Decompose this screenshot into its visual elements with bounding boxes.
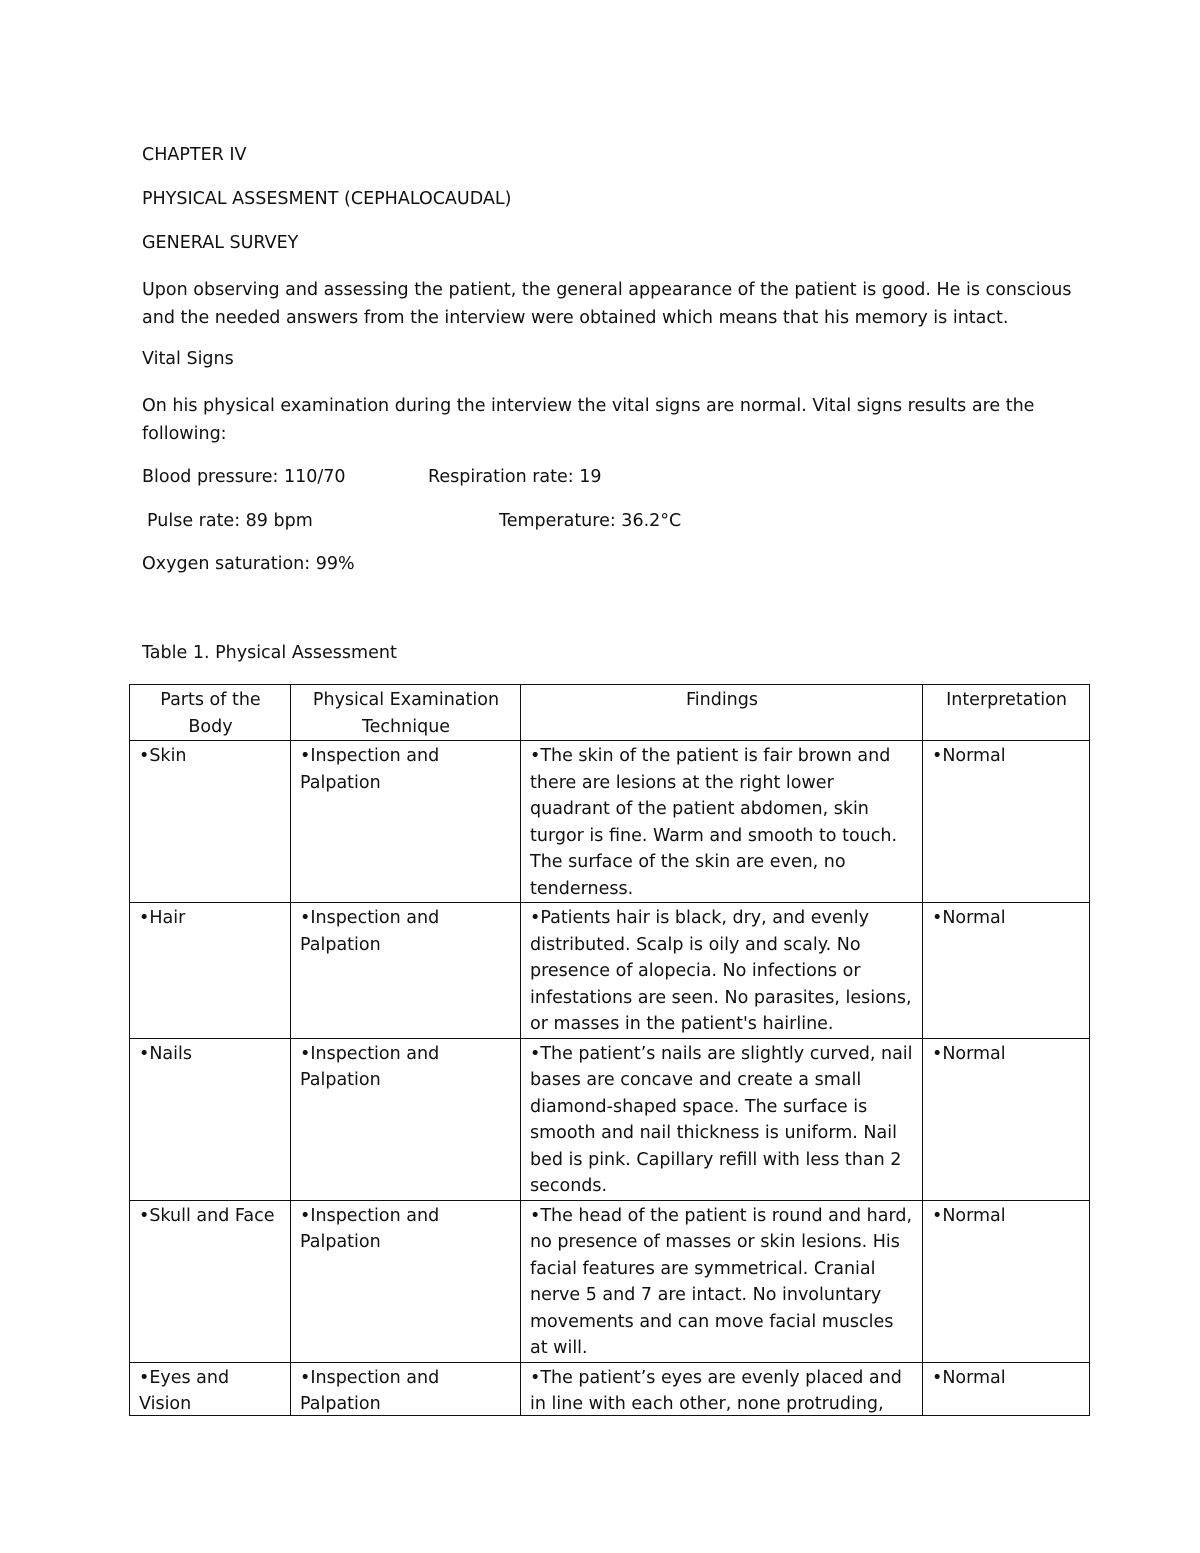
table-row xyxy=(130,1200,1090,1362)
physical-assessment-table xyxy=(129,684,1090,1416)
table-row xyxy=(130,1038,1090,1200)
document-title: PHYSICAL ASSESMENT (CEPHALOCAUDAL) xyxy=(142,189,512,209)
respiration-rate: Respiration rate: 19 xyxy=(428,467,602,487)
table-row xyxy=(130,741,1090,903)
row-technique: •Inspection and Palpation xyxy=(291,903,521,1039)
row-findings: •Patients hair is black, dry, and evenly distributed. Scalp is oily and scaly. No presence of alopecia. No infections or infestations are seen. No parasites, lesions, or masses in the patient's hairline. xyxy=(521,903,923,1039)
row-part: •Skin xyxy=(130,741,291,903)
oxygen-saturation: Oxygen saturation: 99% xyxy=(142,554,355,574)
header-findings: Findings xyxy=(521,685,923,741)
row-interpretation xyxy=(923,1362,1090,1415)
row-technique-text: •Inspection and Palpation xyxy=(300,1367,440,1414)
row-technique: •Inspection and Palpation xyxy=(291,1200,521,1362)
row-findings: •The skin of the patient is fair brown and there are lesions at the right lower quadrant of the patient abdomen, skin turgor is fine. Warm and smooth to touch. The surface of the skin are even, no tenderness. xyxy=(521,741,923,903)
header-interpretation: Interpretation xyxy=(923,685,1090,741)
row-part xyxy=(130,1362,291,1415)
temperature: Temperature: 36.2°C xyxy=(499,511,682,531)
row-interpretation: •Normal xyxy=(923,741,1090,903)
table-row xyxy=(130,903,1090,1039)
row-technique: •Inspection and Palpation xyxy=(291,1038,521,1200)
row-interpretation-text: •Normal xyxy=(932,1367,1006,1388)
pulse-rate: Pulse rate: 89 bpm xyxy=(147,511,313,531)
row-findings: •The head of the patient is round and hard, no presence of masses or skin lesions. His facial features are symmetrical. Cranial nerve 5 and 7 are intact. No involuntary movements and can move facial muscles at will. xyxy=(521,1200,923,1362)
row-part-text: •Eyes and Vision xyxy=(139,1367,230,1414)
row-findings-text: •The patient’s eyes are evenly placed and in line with each other, none protruding, xyxy=(530,1367,902,1414)
row-part: •Nails xyxy=(130,1038,291,1200)
blood-pressure: Blood pressure: 110/70 xyxy=(142,467,346,487)
vital-signs-heading: Vital Signs xyxy=(142,349,234,369)
vital-signs-intro: On his physical examination during the interview the vital signs are normal. Vital signs results are the following: xyxy=(142,396,1035,444)
table-caption: Table 1. Physical Assessment xyxy=(142,643,397,663)
chapter-heading: CHAPTER IV xyxy=(142,145,247,165)
row-part: •Skull and Face xyxy=(130,1200,291,1362)
row-part: •Hair xyxy=(130,903,291,1039)
row-interpretation: •Normal xyxy=(923,1038,1090,1200)
table-row xyxy=(130,1362,1090,1415)
table-header-row xyxy=(130,685,1090,741)
general-survey-paragraph: Upon observing and assessing the patient, the general appearance of the patient is good. He is conscious and the needed answers from the interview were obtained which means that his memory is intact. xyxy=(142,280,1072,328)
header-parts: Parts of the Body xyxy=(130,685,291,741)
row-findings xyxy=(521,1362,923,1415)
row-technique xyxy=(291,1362,521,1415)
section-heading: GENERAL SURVEY xyxy=(142,233,299,253)
row-technique: •Inspection and Palpation xyxy=(291,741,521,903)
row-interpretation: •Normal xyxy=(923,903,1090,1039)
header-technique: Physical Examination Technique xyxy=(291,685,521,741)
row-interpretation: •Normal xyxy=(923,1200,1090,1362)
row-findings: •The patient’s nails are slightly curved, nail bases are concave and create a small diamond-shaped space. The surface is smooth and nail thickness is uniform. Nail bed is pink. Capillary refill with less than 2 seconds. xyxy=(521,1038,923,1200)
